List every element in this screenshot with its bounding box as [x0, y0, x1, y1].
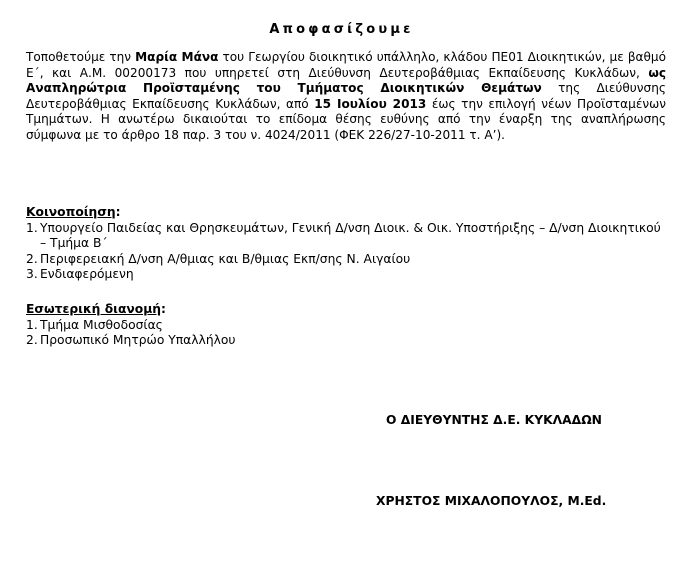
- list-item-text: Προσωπικό Μητρώο Υπαλλήλου: [40, 333, 236, 348]
- list-item-number: 1.: [26, 220, 38, 235]
- notification-section: [26, 205, 666, 283]
- notification-list: [26, 221, 666, 283]
- list-item-text: Τμήμα Μισθοδοσίας: [40, 317, 163, 332]
- list-item: [26, 318, 666, 334]
- decision-heading: Αποφασίζουμε: [269, 22, 414, 37]
- signatory-title: Ο ΔΙΕΥΘΥΝΤΗΣ Δ.Ε. ΚΥΚΛΑΔΩΝ: [386, 413, 602, 427]
- list-item-text: Υπουργείο Παιδείας και Θρησκευμάτων, Γενική Δ/νση Διοικ. & Οικ. Υποστήριξης – Δ/νση Διοικητικού – Τμήμα Β΄: [40, 220, 661, 251]
- list-item-number: 2.: [26, 333, 38, 348]
- internal-title: [26, 302, 666, 318]
- list-item: [26, 267, 666, 283]
- decision-text-3: της Διεύθυνσης Δευτεροβάθμιας Εκπαίδευσης Κυκλάδων, από: [26, 81, 666, 111]
- decision-paragraph: [26, 50, 666, 144]
- internal-distribution-section: [26, 302, 666, 349]
- internal-title-colon: :: [161, 302, 166, 316]
- internal-title-text: Εσωτερική διανομή: [26, 302, 162, 316]
- notification-title: [26, 205, 666, 221]
- list-item-number: 2.: [26, 251, 38, 266]
- list-item: [26, 252, 666, 268]
- employee-name: Μαρία Μάνα: [135, 50, 219, 64]
- assigned-role: ως Αναπληρώτρια Προϊσταμένης του Τμήματος Διοικητικών Θεμάτων: [26, 65, 666, 96]
- signatory-name: ΧΡΗΣΤΟΣ ΜΙΧΑΛΟΠΟΥΛΟΣ, M.Ed.: [376, 494, 607, 508]
- list-item: [26, 333, 666, 349]
- list-item-number: 1.: [26, 317, 38, 332]
- list-item-text: Ενδιαφερόμενη: [40, 267, 134, 282]
- notification-title-colon: :: [115, 205, 121, 219]
- start-date: 15 Ιουλίου 2013: [314, 96, 427, 111]
- decision-text-1: Τοποθετούμε την: [26, 50, 136, 64]
- internal-list: [26, 318, 666, 349]
- list-item-text: Περιφερειακή Δ/νση Α/θμιας και Β/θμιας Εκπ/σης Ν. Αιγαίου: [40, 251, 411, 266]
- notification-title-text: Κοινοποίηση: [26, 205, 116, 219]
- list-item: [26, 221, 666, 252]
- decision-text-2: του Γεωργίου διοικητικό υπάλληλο, κλάδου ΠΕ01 Διοικητικών, με βαθμό Ε΄, και Α.Μ. 00200173 που υπηρετεί στη Διεύθυνση Δευτεροβάθμιας Εκπαίδευσης Κυκλάδων,: [26, 50, 667, 80]
- decision-text-4: έως την επιλογή νέων Προϊσταμένων Τμημάτων. Η ανωτέρω δικαιούται το επίδομα θέσης ευθύνης από την έναρξη της αναπλήρωσης σύμφωνα με το άρθρο 18 παρ. 3 του ν. 4024/2011 (ΦΕΚ 226/27-10-2011 τ. Α’).: [26, 96, 666, 142]
- list-item-number: 3.: [26, 267, 38, 282]
